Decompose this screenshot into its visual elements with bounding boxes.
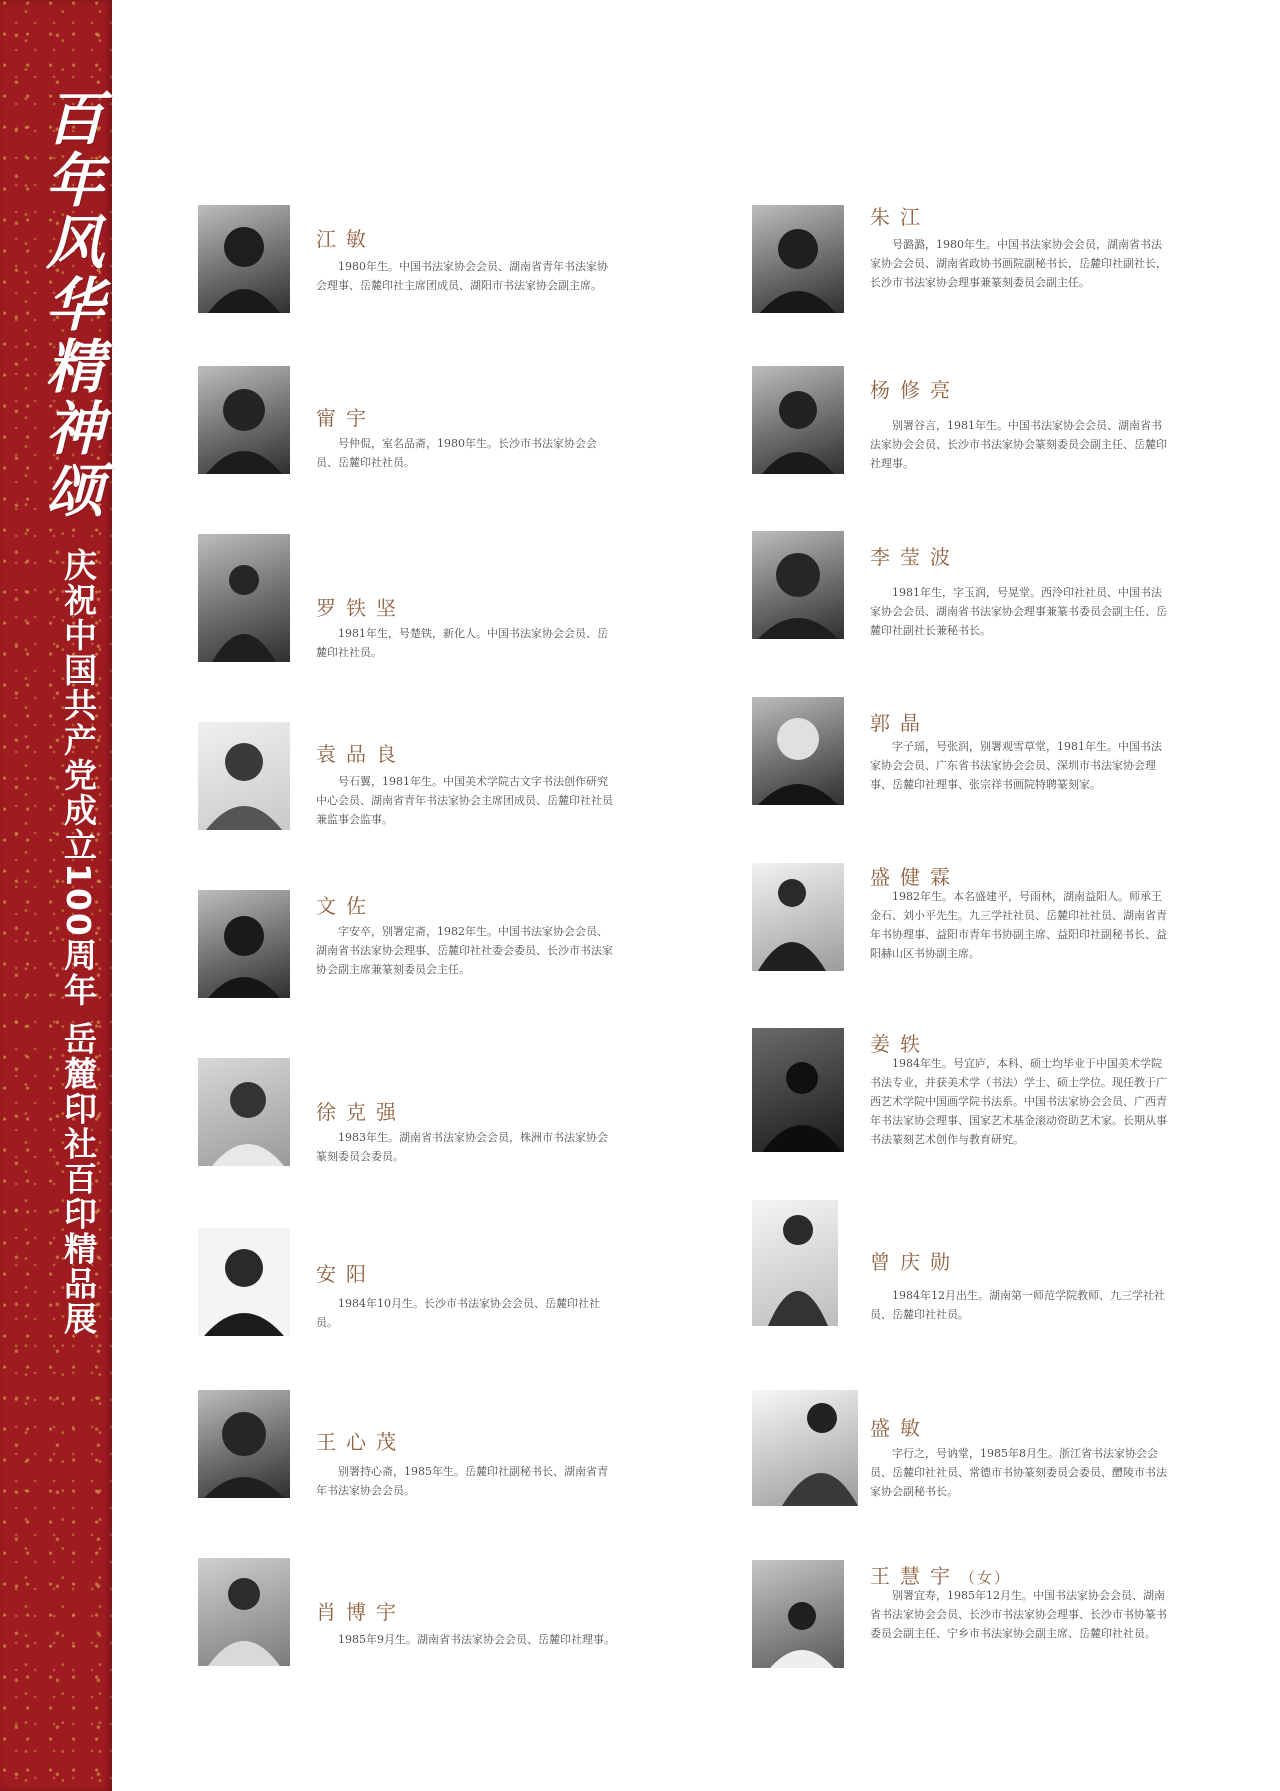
portrait-photo xyxy=(198,1390,290,1498)
artist-bio: 1983年生。湖南省书法家协会会员，株洲市书法家协会篆刻委员会委员。 xyxy=(316,1131,608,1163)
artist-bio: 1980年生。中国书法家协会会员、湖南省青年书法家协会理事、岳麓印社主席团成员、湖阳市书法家协会副主席。 xyxy=(316,260,608,292)
artist-entry xyxy=(752,1390,1182,1510)
name-text: 盛敏 xyxy=(870,1416,930,1440)
artist-name: 江敏 xyxy=(316,227,376,251)
artist-entry xyxy=(198,722,638,842)
name-text: 盛健霖 xyxy=(870,865,960,889)
artist-bio: 1984年生。号宜庐，本科、硕士均毕业于中国美术学院书法专业，并获美术学（书法）学士、硕士学位。现任教于广西艺术学院中国画学院书法系。中国书法家协会会员、广西青年书法家协会理事、国家艺术基金滚动资助艺术家。长期从事书法篆刻艺术创作与教育研究。 xyxy=(870,1057,1167,1146)
name-text: 曾庆勋 xyxy=(870,1250,960,1274)
artist-name: 文佐 xyxy=(316,894,376,918)
portrait-photo xyxy=(198,722,290,830)
artist-bio: 号石翼，1981年生。中国美术学院古文字书法创作研究中心会员、湖南省青年书法家协会主席团成员、岳麓印社社员兼监事会监事。 xyxy=(316,775,613,826)
exhibition-subtitle: 庆祝中国共产党成立100周年 岳麓印社百印精品展 xyxy=(59,548,98,1337)
name-text: 王慧宇 xyxy=(870,1564,960,1588)
artist-name: 甯宇 xyxy=(316,406,376,430)
artist-bio: 字安卒，别署定斋，1982年生。中国书法家协会会员、湖南省书法家协会理事、岳麓印社社委会委员、长沙市书法家协会副主席兼篆刻委员会主任。 xyxy=(316,925,613,976)
artist-bio: 号仲侃，室名品斋，1980年生。长沙市书法家协会会员、岳麓印社社员。 xyxy=(316,437,597,469)
name-text: 杨修亮 xyxy=(870,378,960,402)
name-text: 李莹波 xyxy=(870,545,960,569)
artist-name xyxy=(870,374,960,403)
artist-entry xyxy=(752,205,1182,325)
artist-name xyxy=(870,861,960,890)
portrait-photo xyxy=(752,1390,858,1506)
artist-name xyxy=(870,201,930,230)
artist-entry xyxy=(752,531,1182,651)
artist-name xyxy=(870,541,960,570)
portrait-photo xyxy=(752,1028,844,1152)
name-text: 郭晶 xyxy=(870,711,930,735)
artist-name xyxy=(870,1560,1011,1589)
artist-entry xyxy=(752,1560,1182,1680)
name-note: （女） xyxy=(960,1569,1012,1587)
artist-name xyxy=(870,1246,960,1275)
artist-bio: 别署持心斋，1985年生。岳麓印社副秘书长、湖南省青年书法家协会会员。 xyxy=(316,1465,608,1497)
artist-bio: 1984年12月出生。湖南第一师范学院教师、九三学社社员、岳麓印社社员。 xyxy=(870,1289,1165,1321)
artist-name: 王心茂 xyxy=(316,1430,406,1454)
artist-bio: 别署宜寿，1985年12月生。中国书法家协会会员、湖南省书法家协会会员、长沙市书法家协会理事、长沙市书协篆书委员会副主任、宁乡市书法家协会副主席、岳麓印社社员。 xyxy=(870,1589,1167,1640)
artist-bio: 1985年9月生。湖南省书法家协会会员、岳麓印社理事。 xyxy=(338,1633,615,1646)
artist-bio: 1981年生，字玉润，号晃堂。西泠印社社员、中国书法家协会会员、湖南省书法家协会理事兼篆书委员会副主任、岳麓印社副社长兼秘书长。 xyxy=(870,586,1167,637)
artist-entry xyxy=(198,1390,638,1510)
artist-entry xyxy=(198,1058,638,1178)
artist-name xyxy=(870,707,930,736)
name-text: 姜轶 xyxy=(870,1032,930,1056)
artist-name xyxy=(870,1412,930,1441)
artist-bio: 别署谷言，1981年生。中国书法家协会会员、湖南省书法家协会会员、长沙市书法家协会篆刻委员会副主任、岳麓印社理事。 xyxy=(870,419,1167,470)
portrait-photo xyxy=(198,890,290,998)
artist-name: 罗铁坚 xyxy=(316,596,406,620)
artist-name xyxy=(870,1028,930,1057)
artist-name: 安阳 xyxy=(316,1262,376,1286)
artist-entry xyxy=(752,1028,1182,1188)
portrait-photo xyxy=(198,534,290,662)
portrait-photo xyxy=(198,1228,290,1336)
portrait-photo xyxy=(198,1558,290,1666)
artist-entry xyxy=(752,1200,1182,1330)
calligraphy-title: 百年风华精神颂 xyxy=(36,88,104,522)
artist-entry xyxy=(752,366,1182,486)
portrait-photo xyxy=(752,1560,844,1668)
artist-entry xyxy=(198,1558,638,1678)
portrait-photo xyxy=(198,205,290,313)
artist-bio: 1981年生，号楚铁，新化人。中国书法家协会会员、岳麓印社社员。 xyxy=(316,627,608,659)
artist-entry xyxy=(198,205,638,325)
artist-entry xyxy=(752,863,1182,983)
artist-bio: 号潞潞，1980年生。中国书法家协会会员，湖南省书法家协会会员、湖南省政协书画院副秘书长，岳麓印社副社长，长沙市书法家协会理事兼篆刻委员会副主任。 xyxy=(870,238,1167,289)
artist-entry xyxy=(752,697,1182,817)
portrait-photo xyxy=(752,697,844,805)
artist-entry xyxy=(198,366,638,486)
artist-bio: 1982年生。本名盛建平，号雨林，湖南益阳人。师承王金石、刘小平先生。九三学社社员、岳麓印社社员、湖南省青年书协理事、益阳市青年书协副主席、益阳印社副秘书长、益阳赫山区书协副主席。 xyxy=(870,890,1167,960)
portrait-photo xyxy=(198,1058,290,1166)
portrait-photo xyxy=(752,205,844,313)
artist-name: 肖博宇 xyxy=(316,1600,406,1624)
artist-entry xyxy=(198,890,638,1020)
portrait-photo xyxy=(752,366,844,474)
artist-bio: 1984年10月生。长沙市书法家协会会员、岳麓印社社员。 xyxy=(316,1297,600,1329)
artist-name: 袁品良 xyxy=(316,742,406,766)
portrait-photo xyxy=(752,1200,838,1326)
artist-name: 徐克强 xyxy=(316,1100,406,1124)
artist-entry xyxy=(198,534,638,664)
name-text: 朱江 xyxy=(870,205,930,229)
artist-entry xyxy=(198,1228,638,1348)
artist-bio: 字行之，号讷堂，1985年8月生。浙江省书法家协会会员、岳麓印社社员、常德市书协篆刻委员会委员、醴陵市书法家协会副秘书长。 xyxy=(870,1447,1167,1498)
portrait-photo xyxy=(752,531,844,639)
red-banner xyxy=(0,0,112,1791)
portrait-photo xyxy=(198,366,290,474)
portrait-photo xyxy=(752,863,844,971)
artist-bio: 字子瑶，号张润，别署观雪草堂，1981年生。中国书法家协会会员、广东省书法家协会会员、深圳市书法家协会理事、岳麓印社理事、张宗祥书画院特聘篆刻家。 xyxy=(870,740,1162,791)
